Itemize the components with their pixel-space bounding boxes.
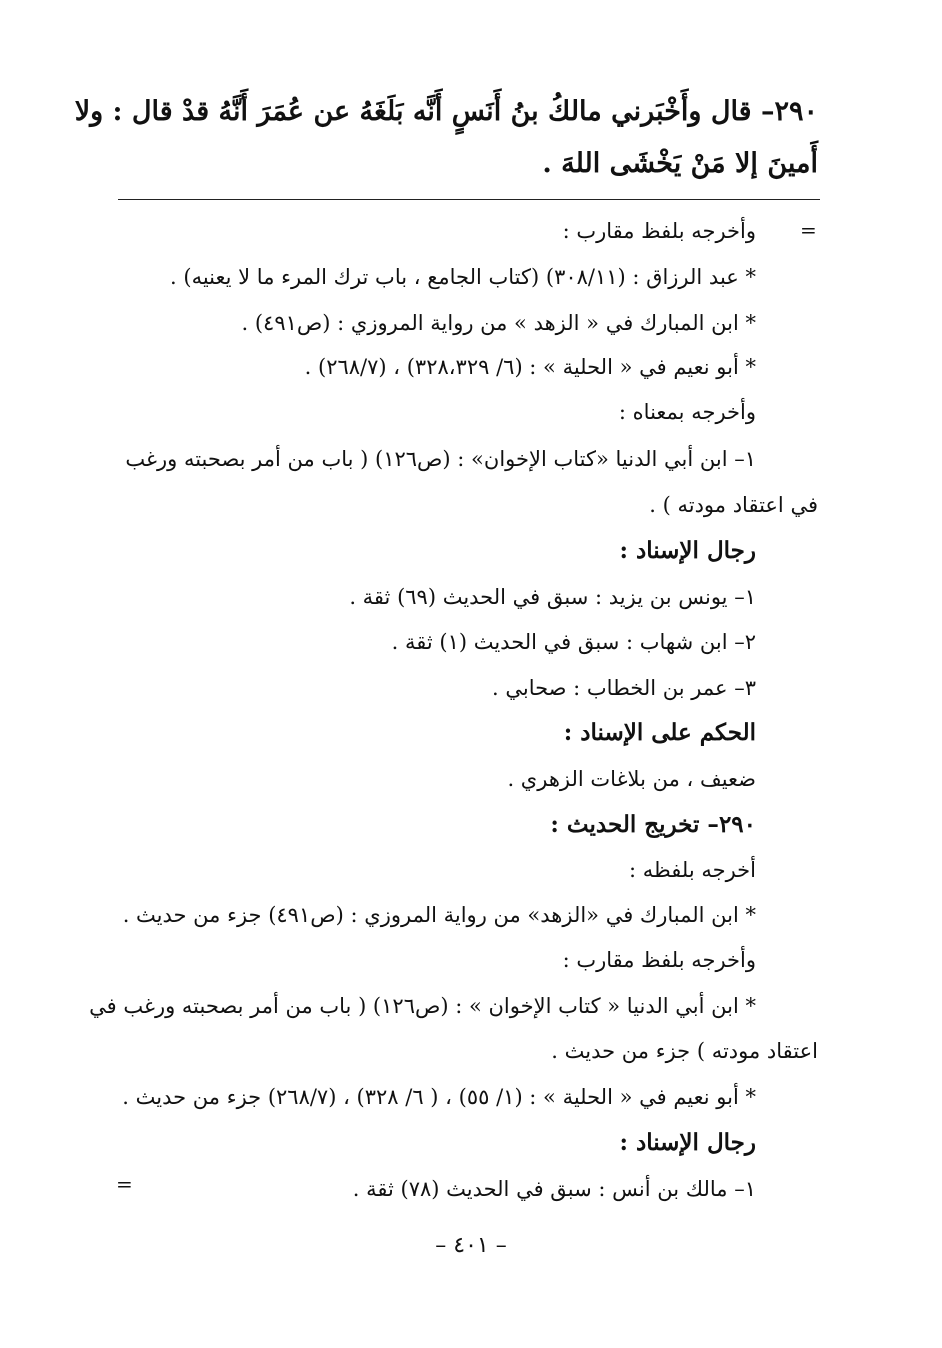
footnote-line: * ابن المبارك في «الزهد» من رواية المروزي : (ص٤٩١) جزء من حديث . <box>122 903 756 927</box>
narrator-line: ٣– عمر بن الخطاب : صحابي . <box>492 676 756 700</box>
continuation-mark: = <box>800 218 817 242</box>
hadith-text-line-1: ٢٩٠– قال وأَخْبَرني مالكُ بنُ أَنَسٍ أَنَّه بَلَغَهُ عن عُمَرَ أَنَّهُ قدْ قال : ولا <box>74 96 818 127</box>
footnote-line: ١– ابن أبي الدنيا «كتاب الإخوان» : (ص١٢٦) ( باب من أمر بصحبته ورغب <box>125 447 756 471</box>
footnote-line: وأخرجه بمعناه : <box>618 400 756 424</box>
section-heading-takhrij: ٢٩٠– تخريج الحديث : <box>550 811 756 838</box>
narrator-line: ٢– ابن شهاب : سبق في الحديث (١) ثقة . <box>391 630 756 654</box>
section-heading-ruling: الحكم على الإسناد : <box>563 719 756 746</box>
footnote-line: وأخرجه بلفظ مقارب : <box>562 948 756 972</box>
footnote-separator <box>118 199 820 200</box>
section-heading-isnad-2: رجال الإسناد : <box>619 1129 756 1156</box>
footnote-line: * ابن المبارك في « الزهد » من رواية المروزي : (ص٤٩١) . <box>241 311 756 335</box>
narrator-line: ١– يونس بن يزيد : سبق في الحديث (٦٩) ثقة . <box>349 585 756 609</box>
page-number: – ٤٠١ – <box>435 1233 507 1258</box>
footnote-line: * أبو نعيم في « الحلية » : (١/ ٥٥) ، ( ٦/ ٣٢٨) ، (٢٦٨/٧) جزء من حديث . <box>122 1085 756 1109</box>
footnote-line: اعتقاد مودته ) جزء من حديث . <box>551 1039 818 1063</box>
hadith-text-line-2: أَمينَ إلا مَنْ يَخْشَى اللهَ . <box>542 148 818 179</box>
footnote-line: أخرجه بلفظه : <box>629 858 756 882</box>
footnote-line: * أبو نعيم في « الحلية » : (٦/ ٣٢٨،٣٢٩) ، (٢٦٨/٧) . <box>304 355 756 379</box>
section-heading-isnad: رجال الإسناد : <box>619 537 756 564</box>
ruling-text: ضعيف ، من بلاغات الزهري . <box>507 767 756 791</box>
footnote-line: في اعتقاد مودته ) . <box>649 493 818 517</box>
footnote-line: * ابن أبي الدنيا « كتاب الإخوان » : (ص١٢٦) ( باب من أمر بصحبته ورغب في <box>89 994 756 1018</box>
narrator-line: ١– مالك بن أنس : سبق في الحديث (٧٨) ثقة . <box>352 1177 756 1201</box>
footnote-line: * عبد الرزاق : (٣٠٨/١١) (كتاب الجامع ، باب ترك المرء ما لا يعنيه) . <box>170 265 756 289</box>
footnote-line: وأخرجه بلفظ مقارب : <box>562 219 756 243</box>
end-continuation-mark: = <box>116 1172 133 1196</box>
